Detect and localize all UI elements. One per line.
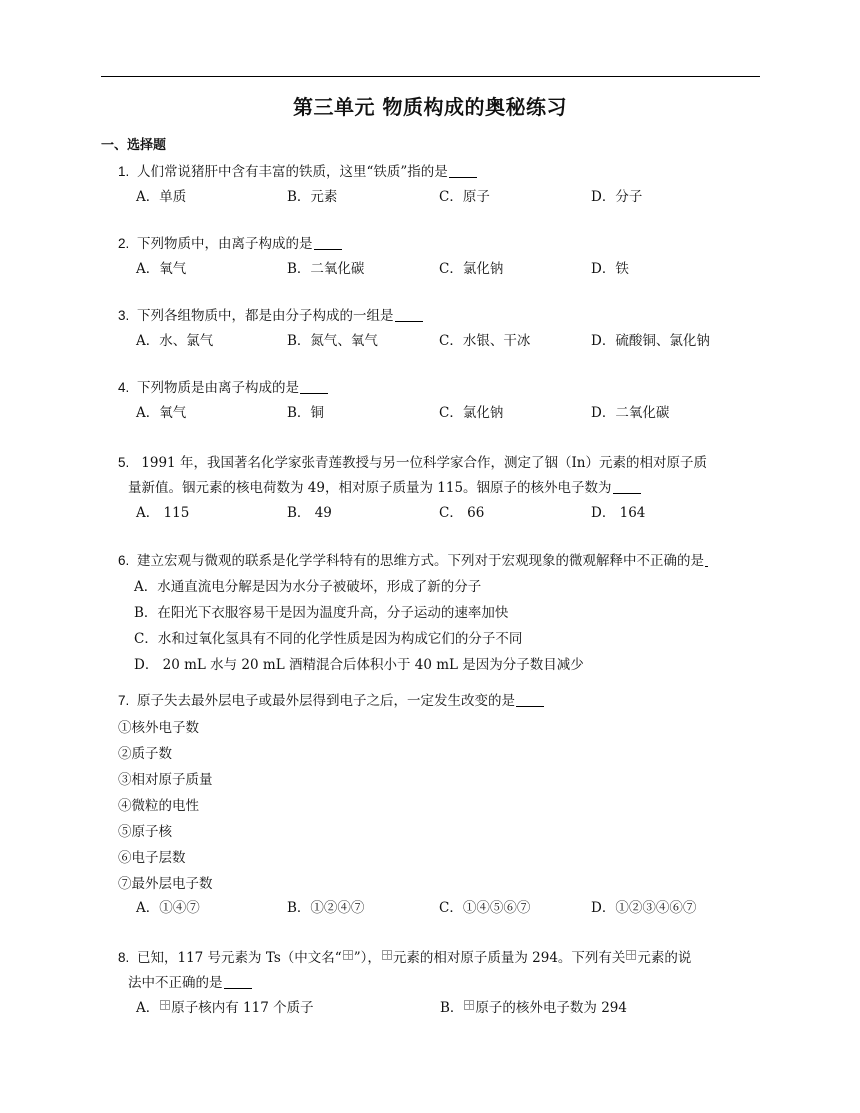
element-tian-glyph-icon	[464, 1000, 474, 1010]
option-b[interactable]: B． 49	[287, 505, 332, 521]
statement-item: ②质子数	[118, 746, 172, 762]
question-number: 4.	[118, 380, 130, 395]
question-stem-continued	[118, 972, 760, 994]
stem-continuation-text: 量新值。铟元素的核电荷数为 49，相对原子质量为 115。铟原子的核外电子数为	[128, 480, 612, 496]
options-row	[136, 897, 760, 919]
statement-item: ①核外电子数	[118, 720, 199, 736]
question-number: 8.	[118, 950, 130, 965]
option-c[interactable]: C．氯化钠	[439, 261, 504, 277]
question-stem-part: ”），	[353, 950, 381, 966]
option-b[interactable]: B．铜	[287, 405, 324, 421]
option-d[interactable]: D． 164	[591, 505, 646, 521]
options-row	[136, 186, 760, 208]
options-row	[136, 502, 760, 524]
question-stem: 1991 年，我国著名化学家张青莲教授与另一位科学家合作，测定了铟（In）元素的相对原子质	[137, 455, 707, 471]
option-c[interactable]: C．原子	[439, 189, 490, 205]
answer-blank	[449, 163, 477, 178]
question-stem-continued	[118, 477, 760, 499]
question-5	[118, 452, 760, 524]
option-c[interactable]: C．氯化钠	[439, 405, 504, 421]
question-stem: 下列各组物质中，都是由分子构成的一组是	[137, 308, 394, 324]
option-d[interactable]: D．硫酸铜、氯化钠	[591, 333, 710, 349]
option-c[interactable]: C． 66	[439, 505, 485, 521]
option-a[interactable]: A． 115	[136, 505, 190, 521]
question-stem-part: 元素的说	[637, 950, 692, 966]
options-row	[136, 402, 760, 424]
element-tian-glyph-icon	[160, 1000, 170, 1010]
options-row	[136, 330, 760, 352]
option-a[interactable]: A．水通直流电分解是因为水分子被破坏，形成了新的分子	[134, 579, 482, 595]
option-a[interactable]: A．氧气	[136, 405, 187, 421]
section-heading: 一、选择题	[101, 138, 167, 153]
question-stem: 原子失去最外层电子或最外层得到电子之后，一定发生改变的是	[137, 693, 515, 709]
question-stem: 人们常说猪肝中含有丰富的铁质，这里“铁质”指的是	[137, 164, 448, 180]
question-number: 1.	[118, 164, 130, 179]
option-b[interactable]: B．氮气、氧气	[287, 333, 378, 349]
question-7	[118, 690, 760, 919]
option-a[interactable]	[136, 997, 314, 1019]
option-d[interactable]: D． 20 mL 水与 20 mL 酒精混合后体积小于 40 mL 是因为分子数目减少	[134, 657, 584, 673]
option-a[interactable]: A．①④⑦	[136, 900, 200, 916]
answer-blank	[314, 235, 342, 250]
answer-blank	[613, 479, 641, 494]
option-b[interactable]	[440, 997, 627, 1019]
option-b[interactable]: B．二氧化碳	[287, 261, 365, 277]
element-tian-glyph-icon	[626, 950, 636, 960]
question-4	[118, 377, 760, 424]
option-d[interactable]: D．分子	[591, 189, 643, 205]
question-stem: 下列物质中，由离子构成的是	[137, 236, 313, 252]
question-6	[118, 550, 760, 680]
stem-continuation-text: 法中不正确的是	[128, 975, 223, 991]
question-number: 7.	[118, 693, 130, 708]
option-c[interactable]: C．水和过氧化氢具有不同的化学性质是因为构成它们的分子不同	[134, 631, 523, 647]
options-row	[136, 258, 760, 280]
question-number: 2.	[118, 236, 130, 251]
option-b[interactable]: B．元素	[287, 189, 338, 205]
option-b[interactable]: B．在阳光下衣服容易干是因为温度升高，分子运动的速率加快	[134, 605, 509, 621]
answer-blank	[705, 552, 708, 567]
option-letter: A．	[136, 1000, 160, 1016]
element-tian-glyph-icon	[343, 950, 353, 960]
option-letter: B．	[440, 1000, 464, 1016]
answer-blank	[300, 379, 328, 394]
question-3	[118, 305, 760, 352]
statement-item: ⑥电子层数	[118, 850, 186, 866]
question-2	[118, 233, 760, 280]
option-c[interactable]: C．水银、干冰	[439, 333, 531, 349]
option-c[interactable]: C．①④⑤⑥⑦	[439, 900, 531, 916]
question-number: 3.	[118, 308, 130, 323]
question-number: 6.	[118, 553, 130, 568]
statement-item: ⑦最外层电子数	[118, 876, 213, 892]
statement-item: ③相对原子质量	[118, 772, 213, 788]
question-8	[118, 947, 760, 1019]
header-rule	[101, 76, 760, 77]
option-text: 原子的核外电子数为 294	[475, 1000, 627, 1016]
statement-item: ⑤原子核	[118, 824, 172, 840]
option-b[interactable]: B．①②④⑦	[287, 900, 365, 916]
question-stem-part: 已知，117 号元素为 Ts（中文名“	[137, 950, 342, 966]
option-d[interactable]: D．二氧化碳	[591, 405, 670, 421]
question-stem: 建立宏观与微观的联系是化学学科特有的思维方式。下列对于宏观现象的微观解释中不正确的是	[137, 553, 704, 569]
question-stem: 下列物质是由离子构成的是	[137, 380, 299, 396]
statement-list	[118, 715, 760, 897]
option-d[interactable]: D．①②③④⑥⑦	[591, 900, 697, 916]
options-row	[136, 997, 760, 1019]
option-a[interactable]: A．氧气	[136, 261, 187, 277]
option-d[interactable]: D．铁	[591, 261, 629, 277]
element-tian-glyph-icon	[382, 950, 392, 960]
statement-item: ④微粒的电性	[118, 798, 199, 814]
option-list	[134, 576, 760, 676]
answer-blank	[395, 307, 423, 322]
question-stem-part: 元素的相对原子质量为 294。下列有关	[392, 950, 626, 966]
answer-blank	[516, 692, 544, 707]
option-text: 原子核内有 117 个质子	[171, 1000, 314, 1016]
option-a[interactable]: A．单质	[136, 189, 187, 205]
answer-blank	[224, 974, 252, 989]
question-1	[118, 161, 760, 208]
option-a[interactable]: A．水、氯气	[136, 333, 214, 349]
page-title: 第三单元 物质构成的奥秘练习	[293, 95, 567, 119]
question-number: 5.	[118, 455, 130, 470]
